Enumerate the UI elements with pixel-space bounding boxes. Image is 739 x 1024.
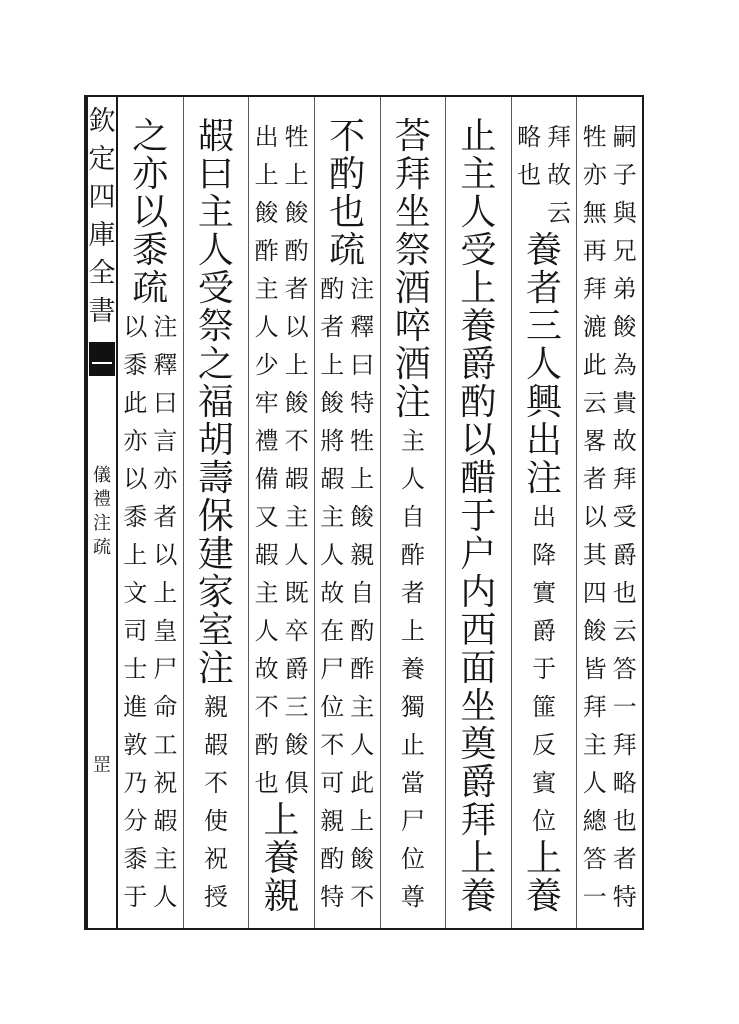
commentary-line: 牲亦無再拜漉此云畧者以其四餕皆拜主人總答一 — [582, 123, 607, 911]
main-text: 嘏曰主人受祭之福胡壽保建家室注 — [197, 116, 234, 689]
main-text: 上養親 — [263, 800, 300, 917]
text-column — [576, 97, 642, 928]
fish-tail-marker — [89, 342, 115, 376]
main-text: 上養 — [526, 838, 563, 917]
commentary-note — [582, 118, 638, 916]
margin-strip — [88, 97, 118, 928]
main-text: 之亦以黍疏 — [132, 116, 169, 309]
text-column — [511, 97, 577, 928]
text-columns — [118, 97, 642, 928]
text-column — [183, 97, 249, 928]
commentary-line: 出降實爵于篚反賓位 — [532, 503, 557, 835]
text-column — [314, 97, 380, 928]
book-title: 欽定四庫全書 — [88, 106, 116, 327]
commentary-note — [203, 688, 229, 916]
main-text: 止主人受上養爵酌以醋于户内西面坐奠爵拜上養 — [460, 116, 497, 917]
commentary-line: 注釋曰言亦者以上皇尸命工祝嘏主人 — [153, 313, 178, 911]
commentary-note — [400, 422, 426, 916]
commentary-line: 牲上餕酌者以上餕不嘏主人既卒爵三餕俱 — [284, 123, 309, 797]
commentary-note — [319, 270, 375, 916]
text-column — [380, 97, 446, 928]
main-text: 養者三人興出注 — [526, 230, 563, 499]
text-column — [248, 97, 314, 928]
page-number: 罡 — [93, 755, 111, 776]
commentary-line: 酌者上餕將嘏主人故在尸位不可親酌特 — [320, 275, 345, 911]
commentary-line: 拜故云 — [547, 123, 572, 227]
commentary-line: 嗣子與兄弟餕為貴故拜受爵也云答一拜略也者特 — [612, 123, 637, 911]
commentary-line: 出上餕酢主人少牢禮備又嘏主人故不酌也 — [254, 123, 279, 797]
commentary-line: 親嘏不使祝授 — [203, 693, 228, 911]
main-text: 不酌也疏 — [329, 116, 366, 271]
page-frame — [84, 95, 644, 930]
commentary-line: 以黍此亦以黍上文司士進敦乃分黍于 — [123, 313, 148, 911]
commentary-note — [531, 498, 557, 840]
section-title: 儀禮注疏 — [93, 465, 111, 558]
commentary-line: 注釋曰特牲上餕親自酌酢主人此上餕不 — [350, 275, 375, 911]
commentary-line: 略也 — [517, 123, 542, 189]
commentary-note — [122, 308, 178, 916]
commentary-line: 主人自酢者上養獨止當尸位尊 — [400, 427, 425, 911]
commentary-note — [516, 118, 572, 232]
main-text: 荅拜坐祭酒啐酒注 — [394, 116, 431, 423]
text-column — [445, 97, 511, 928]
commentary-note — [254, 118, 310, 802]
text-column — [118, 97, 183, 928]
